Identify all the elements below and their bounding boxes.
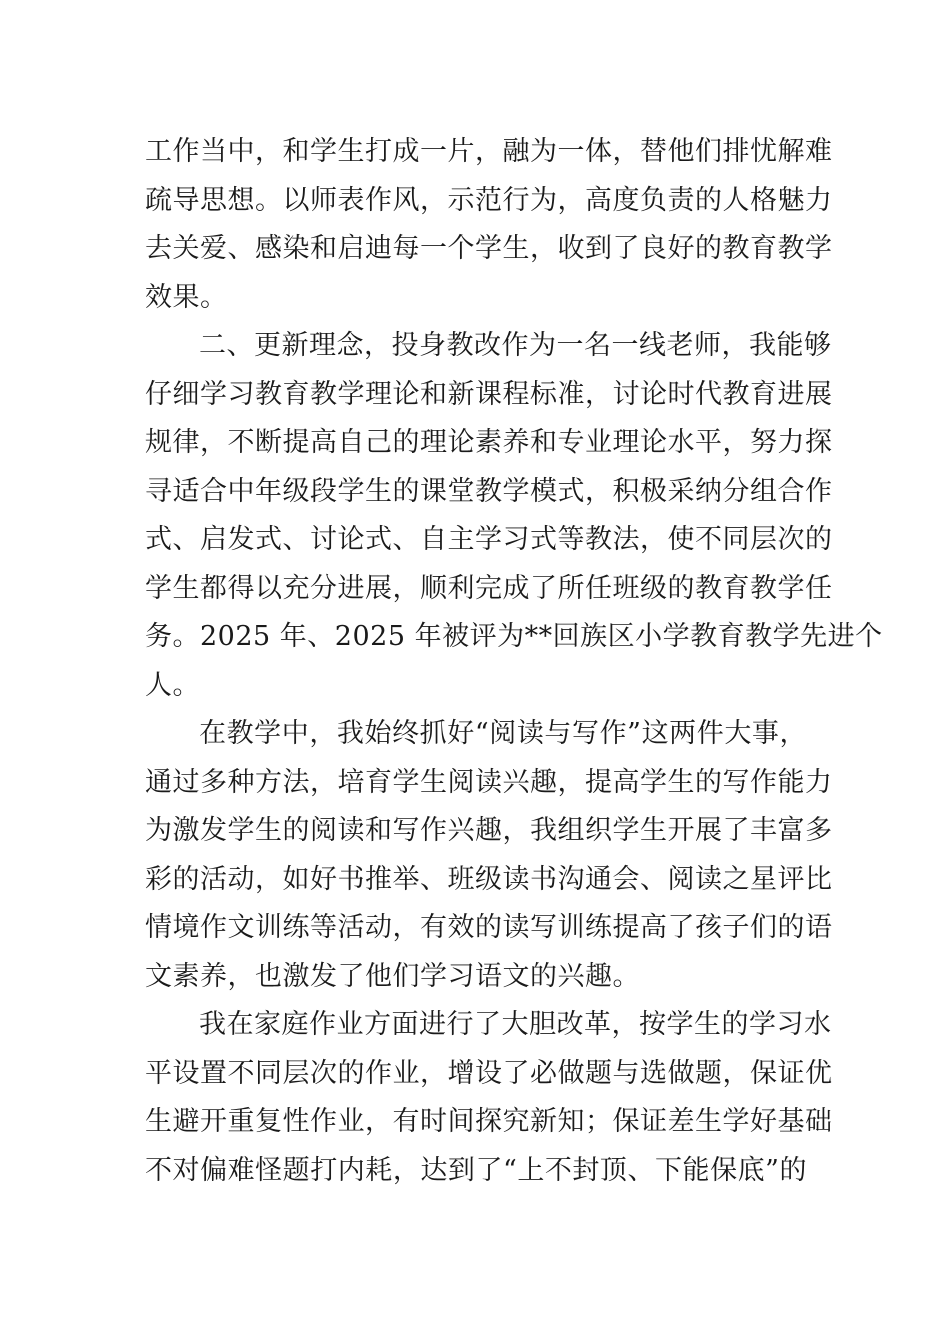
text-line: 疏导思想。以师表作风，示范行为，高度负责的人格魅力	[145, 184, 833, 216]
text-line: 规律，不断提高自己的理论素养和专业理论水平，努力探	[145, 427, 833, 458]
text-line: 彩的活动，如好书推举、班级读书沟通会、阅读之星评比	[145, 863, 833, 895]
text-line: 人。	[145, 669, 200, 701]
section-heading-line: 二、更新理念，投身教改作为一名一线老师，我能够	[199, 330, 832, 361]
text-line: 生避开重复性作业，有时间探究新知；保证差生学好基础	[145, 1106, 833, 1137]
text-line: 学生都得以充分进展，顺利完成了所任班级的教育教学任	[145, 572, 833, 604]
body-text	[145, 128, 883, 1195]
text-line: 平设置不同层次的作业，增设了必做题与选做题，保证优	[145, 1057, 833, 1089]
text-line: 不对偏难怪题打内耗，达到了“上不封顶、下能保底”的	[145, 1154, 807, 1186]
text-line: 去关爱、感染和启迪每一个学生，收到了良好的教育教学	[145, 233, 833, 264]
text-line: 通过多种方法，培育学生阅读兴趣，提高学生的写作能力	[145, 766, 833, 798]
text-line: 寻适合中年级段学生的课堂教学模式，积极采纳分组合作	[145, 475, 833, 507]
text-line: 务。2025 年、2025 年被评为**回族区小学教育教学先进个	[145, 621, 883, 652]
text-line: 为激发学生的阅读和写作兴趣，我组织学生开展了丰富多	[145, 815, 833, 846]
text-line: 情境作文训练等活动，有效的读写训练提高了孩子们的语	[145, 912, 833, 943]
text-line: 式、启发式、讨论式、自主学习式等教法，使不同层次的	[145, 524, 833, 555]
text-line: 文素养，也激发了他们学习语文的兴趣。	[145, 960, 640, 992]
text-line: 仔细学习教育教学理论和新课程标准，讨论时代教育进展	[145, 378, 833, 410]
text-line: 效果。	[145, 281, 228, 313]
text-line: 工作当中，和学生打成一片，融为一体，替他们排忧解难	[145, 136, 833, 167]
paragraph-start-line: 我在家庭作业方面进行了大胆改革，按学生的学习水	[199, 1009, 832, 1040]
paragraph-start-line: 在教学中，我始终抓好“阅读与写作”这两件大事，	[199, 718, 807, 749]
